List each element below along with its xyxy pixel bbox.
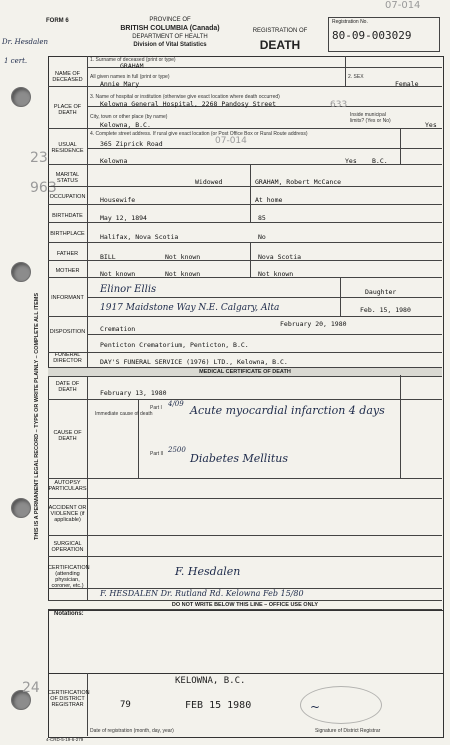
disposition-place: Penticton Crematorium, Penticton, B.C.	[100, 341, 249, 349]
section-birthplace: BIRTHPLACE	[50, 231, 85, 237]
section-registrar: CERTIFICATION OF DISTRICT REGISTRAR	[48, 690, 90, 708]
cause-interval-2: 2500	[168, 446, 186, 454]
residence-address: 365 Ziprick Road	[100, 140, 163, 148]
province-name: BRITISH COLUMBIA (Canada)	[120, 25, 220, 32]
section-father: FATHER	[56, 251, 79, 257]
contributing-cause: Diabetes Mellitus	[190, 452, 288, 465]
section-name-of-deceased: NAME OF DECEASED	[52, 71, 83, 83]
section-occupation: OCCUPATION	[49, 194, 86, 200]
disposition-date: February 20, 1980	[280, 320, 347, 328]
occupation-kind: Housewife	[100, 196, 136, 204]
punch-hole	[11, 498, 31, 518]
punch-hole	[11, 262, 31, 282]
margin-copies-note: 1 cert.	[4, 57, 28, 65]
registrar-signature-mark: ~	[310, 700, 321, 714]
notations-label: Notations:	[54, 611, 84, 617]
given-names-label: All given names in full (print or type)	[90, 74, 170, 80]
mother-given: Not known	[165, 270, 201, 278]
inside-limits-label: Inside municipal limits? (Yes or No)	[350, 112, 391, 124]
section-mother: MOTHER	[55, 268, 80, 274]
deceased-given-names: Annie Mary	[100, 80, 140, 88]
informant-relationship: Daughter	[365, 288, 397, 296]
deceased-sex: Female	[395, 80, 419, 88]
registration-number-label: Registration No.	[332, 19, 368, 25]
pencil-file-number: 07-014	[385, 0, 421, 11]
section-usual-residence: USUAL RESIDENCE	[51, 142, 84, 154]
residence-inside-limits: Yes	[345, 157, 357, 165]
part1-label: Part I	[150, 405, 162, 411]
registration-date: FEB 15 1980	[185, 700, 252, 711]
certifier-name-address: F. HESDALEN Dr. Rutland Rd. Kelowna Feb 15/80	[100, 589, 304, 598]
deceased-surname: GRAHAM	[120, 62, 144, 70]
pencil-number: 24	[22, 680, 40, 696]
section-cause-of-death: CAUSE OF DEATH	[53, 430, 82, 442]
surname-label: 1. Surname of deceased (print or type)	[90, 57, 176, 63]
section-date-of-death: DATE OF DEATH	[55, 381, 80, 393]
birth-date: May 12, 1894	[100, 214, 147, 222]
registration-of-label: REGISTRATION OF	[252, 28, 308, 34]
section-marital-status: MARITAL STATUS	[55, 172, 80, 184]
margin-physician-note: Dr. Hesdalen	[2, 38, 49, 46]
place-name-label: 3. Name of hospital or institution (otherwise give exact location where death occurred)	[90, 94, 280, 100]
section-surgical: SURGICAL OPERATION	[51, 541, 84, 553]
section-disposition: DISPOSITION	[49, 329, 86, 335]
section-informant: INFORMANT	[51, 295, 84, 301]
disposition-method: Cremation	[100, 325, 136, 333]
immediate-cause: Acute myocardial infarction 4 days	[190, 404, 385, 417]
father-birthplace: Nova Scotia	[258, 253, 302, 261]
residence-city: Kelowna	[100, 157, 128, 165]
age: 85	[258, 214, 266, 222]
registration-date-label: Date of registration (month, day, year)	[90, 728, 174, 734]
informant-signature: Elinor Ellis	[100, 284, 157, 295]
residence-address-label: 4. Complete street address. If rural give exact location (or Post Office Box or Rural Route address)	[90, 131, 308, 137]
place-of-death-city: Kelowna, B.C.	[100, 121, 151, 129]
office-use-notice: DO NOT WRITE BELOW THIS LINE – OFFICE USE ONLY	[48, 600, 442, 610]
province-label: PROVINCE OF	[149, 17, 191, 23]
registration-number: 80-09-003029	[332, 29, 412, 42]
father-given: Not known	[165, 253, 201, 261]
division-name: Division of Vital Statistics	[133, 42, 207, 48]
place-city-label: City, town or other place (by name)	[90, 114, 168, 120]
informant-date: Feb. 15, 1980	[360, 306, 411, 314]
birthplace: Halifax, Nova Scotia	[100, 233, 179, 241]
registration-number-box	[328, 17, 440, 52]
occupation-business: At home	[255, 196, 283, 204]
label-column-divider	[87, 56, 88, 609]
place-inside-limits: Yes	[425, 121, 437, 129]
mother-birthplace: Not known	[258, 270, 294, 278]
cause-interval-1: 4/09	[168, 400, 184, 408]
informant-address: 1917 Maidstone Way N.E. Calgary, Alta	[100, 303, 280, 313]
medical-certificate-title: MEDICAL CERTIFICATE OF DEATH	[48, 367, 442, 377]
father-surname: BILL	[100, 253, 116, 261]
permanent-record-notice: THIS IS A PERMANENT LEGAL RECORD – TYPE OR WRITE PLAINLY – COMPLETE ALL ITEMS	[34, 292, 40, 540]
native-indian: No	[258, 233, 266, 241]
pencil-number: 963	[30, 180, 57, 196]
section-place-of-death: PLACE OF DEATH	[53, 104, 82, 116]
pencil-number: 633	[330, 100, 348, 110]
sex-label: 2. SEX	[348, 74, 364, 80]
department-name: DEPARTMENT OF HEALTH	[132, 34, 208, 40]
section-certification: CERTIFICATION (attending physician, coroner, etc.)	[48, 565, 90, 589]
marital-status: Widowed	[195, 178, 223, 186]
residence-province: B.C.	[372, 157, 388, 165]
registrar-signature-label: Signature of District Registrar	[315, 728, 381, 734]
death-title: DEATH	[259, 38, 301, 52]
punch-hole	[11, 87, 31, 107]
form-number: FORM 6	[46, 18, 69, 24]
date-of-death: February 13, 1980	[100, 389, 167, 397]
notations-box	[48, 609, 444, 674]
spouse-name: GRAHAM, Robert McCance	[255, 178, 342, 186]
section-funeral-director: FUNERAL DIRECTOR	[53, 352, 82, 364]
funeral-director-name: DAY'S FUNERAL SERVICE (1976) LTD., Kelowna, B.C.	[100, 358, 288, 366]
pencil-number: 07-014	[215, 136, 247, 146]
section-autopsy: AUTOPSY PARTICULARS	[48, 480, 87, 492]
form-code: 4-CRD-5-19-6-279	[46, 737, 84, 742]
section-accident: ACCIDENT OR VIOLENCE (if applicable)	[48, 505, 87, 523]
section-birthdate: BIRTHDATE	[52, 213, 83, 219]
part2-label: Part II	[150, 451, 164, 457]
mother-surname: Not known	[100, 270, 136, 278]
place-of-death-name: Kelowna General Hospital, 2268 Pandosy Street	[100, 100, 277, 108]
pencil-number: 23	[30, 150, 48, 166]
certifier-signature: F. Hesdalen	[175, 565, 241, 578]
registrar-district: KELOWNA, B.C.	[175, 676, 246, 686]
immediate-cause-label: Immediate cause of death	[95, 411, 153, 417]
registrar-district-number: 79	[120, 700, 131, 710]
